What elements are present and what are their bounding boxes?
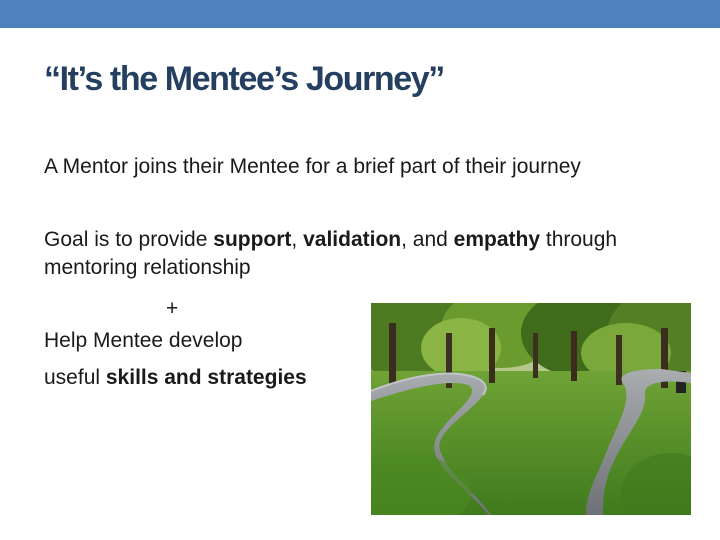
body-line-help: Help Mentee develop — [44, 329, 243, 352]
goal-support: support — [213, 228, 292, 251]
goal-sep-1: , — [291, 228, 304, 251]
top-accent-bar — [0, 0, 720, 28]
goal-prefix: Goal is to provide — [44, 228, 214, 251]
goal-suffix: through — [540, 228, 618, 251]
skills-bold: skills and strategies — [105, 366, 307, 389]
body-line-skills — [44, 365, 307, 391]
plus-sign: + — [166, 297, 179, 320]
goal-sep-2: , and — [401, 228, 454, 251]
forked-path-photo — [371, 303, 691, 515]
goal-empathy: empathy — [453, 228, 541, 251]
slide-title: “It’s the Mentee’s Journey” — [44, 60, 444, 98]
goal-validation: validation — [303, 228, 402, 251]
skills-prefix: useful — [44, 366, 106, 389]
body-line-goal-continued: mentoring relationship — [44, 256, 251, 279]
body-line-mentor: A Mentor joins their Mentee for a brief part of their journey — [44, 155, 581, 178]
body-line-goal — [44, 227, 617, 253]
